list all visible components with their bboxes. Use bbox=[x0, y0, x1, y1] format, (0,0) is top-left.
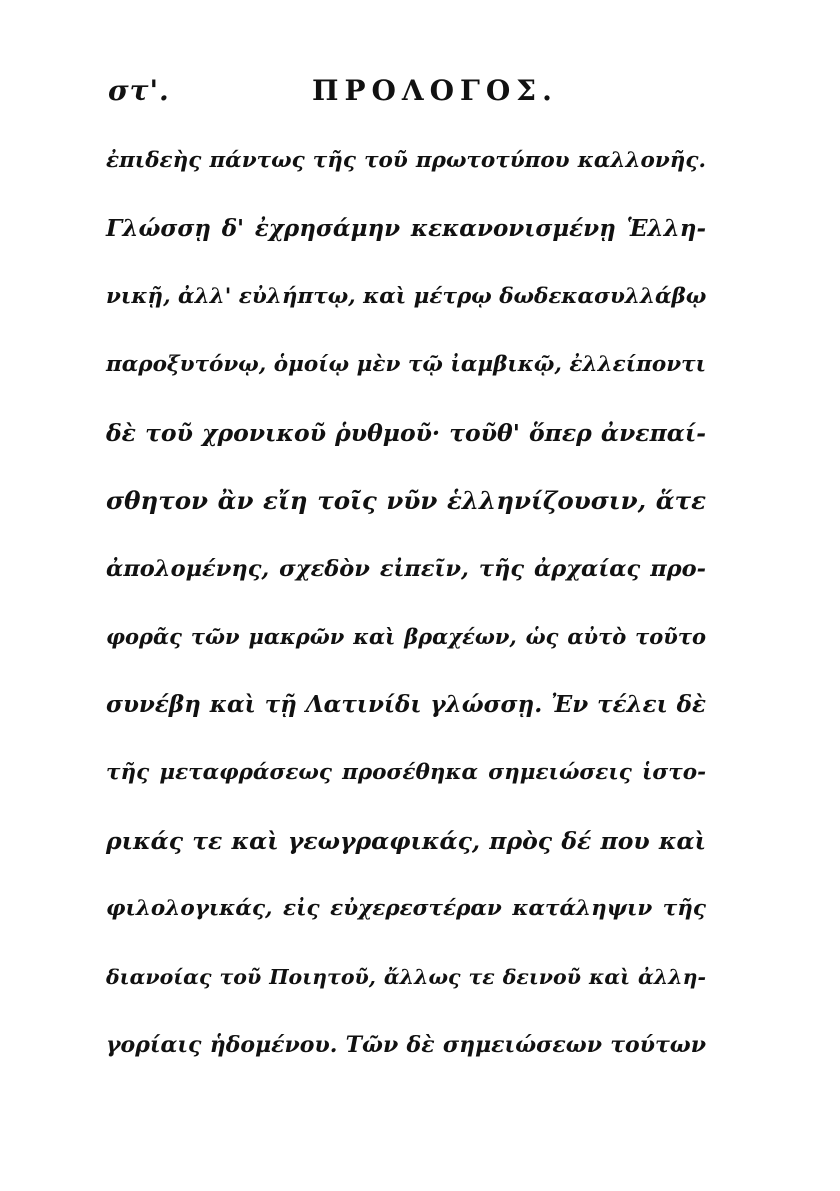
text-line: νικῇ, ἀλλ' εὐλήπτῳ, καὶ μέτρῳ δωδεκασυλλάβῳ bbox=[106, 284, 707, 309]
text-line: γορίαις ἡδομένου. Τῶν δὲ σημειώσεων τούτων bbox=[106, 1032, 706, 1058]
text-line: Γλώσσῃ δ' ἐχρησάμην κεκανονισμένῃ Ἑλλη- bbox=[106, 215, 706, 242]
text-line: τῆς μεταφράσεως προσέθηκα σημειώσεις ἱστο- bbox=[106, 760, 706, 785]
text-line: συνέβη καὶ τῇ Λατινίδι γλώσσῃ. Ἐν τέλει δὲ bbox=[106, 691, 706, 718]
page-number: στ'. bbox=[108, 74, 170, 107]
text-line: ἀπολομένης, σχεδὸν εἰπεῖν, τῆς ἀρχαίας προ- bbox=[106, 556, 706, 582]
running-head-title: ΠΡΟΛΟΓΟΣ. bbox=[312, 74, 558, 107]
text-line: ρικάς τε καὶ γεωγραφικάς, πρὸς δέ που καὶ bbox=[106, 827, 706, 855]
text-line: διανοίας τοῦ Ποιητοῦ, ἄλλως τε δεινοῦ καὶ ἀλλη- bbox=[106, 965, 706, 989]
body-text bbox=[106, 127, 706, 1079]
text-line: φιλολογικάς, εἰς εὐχερεστέραν κατάληψιν τῆς bbox=[106, 896, 706, 921]
text-line: φορᾶς τῶν μακρῶν καὶ βραχέων, ὡς αὐτὸ τοῦτο bbox=[106, 624, 706, 649]
text-line: δὲ τοῦ χρονικοῦ ῥυθμοῦ· τοῦθ' ὅπερ ἀνεπαί- bbox=[106, 419, 706, 447]
text-line: παροξυτόνῳ, ὁμοίῳ μὲν τῷ ἰαμβικῷ, ἐλλείποντι bbox=[106, 352, 706, 377]
text-line: σθητον ἂν εἴη τοῖς νῦν ἑλληνίζουσιν, ἅτε bbox=[106, 486, 706, 515]
text-line: ἐπιδεὴς πάντως τῆς τοῦ πρωτοτύπου καλλονῆς. bbox=[106, 148, 706, 173]
